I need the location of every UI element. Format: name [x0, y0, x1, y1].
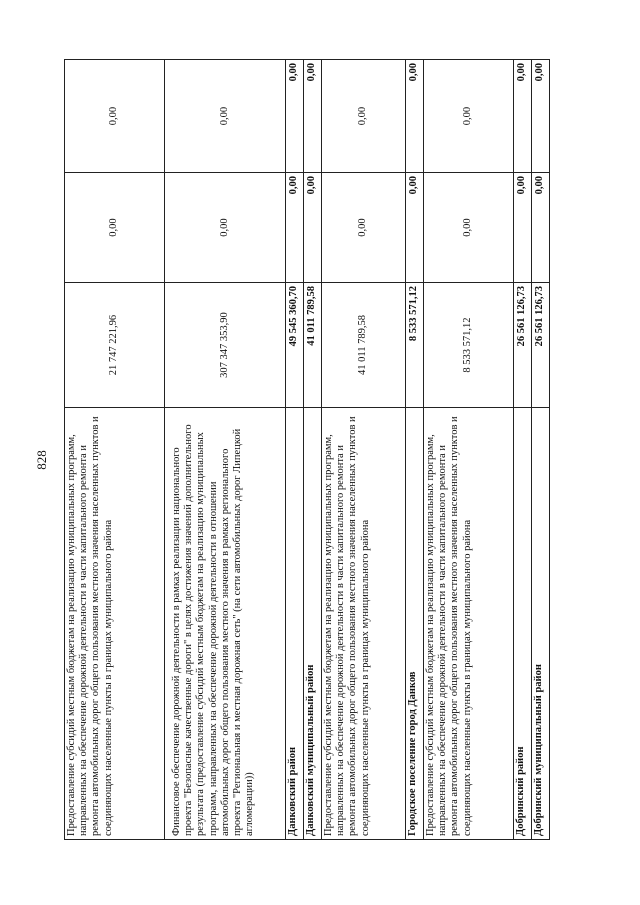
row-name: Финансовое обеспечение дорожной деятельности в рамках реализации национального проекта "Безопасные качественные дороги" в целях достижения значений дополнительного результата (предоставление субсидий местным бюджетам на реализацию муниципальных программ, направленных на обеспечение дорожной деятельности в отношении автомобильных дорог общего пользования местного значения в рамках регионального проекта "Региональная и местная дорожная сеть" (на сети автомобильных дорог Липецкой агломерации))	[165, 408, 286, 840]
row-name: Предоставление субсидий местным бюджетам на реализацию муниципальных программ, направленных на обеспечение дорожной деятельности в части капитального ремонта и ремонта автомобильных дорог общего пользования местного значения населенных пунктов и соединяющих населенные пункты в границах муниципального района	[322, 408, 406, 840]
row-value-1: 26 561 126,73	[532, 283, 550, 408]
row-name: Данковский район	[286, 408, 304, 840]
row-value-3: 0,00	[304, 60, 322, 173]
row-value-3: 0,00	[406, 60, 424, 173]
page-number: 828	[34, 450, 49, 470]
row-value-1: 41 011 789,58	[304, 283, 322, 408]
row-value-3: 0,00	[424, 60, 514, 173]
row-value-2: 0,00	[514, 173, 532, 283]
row-value-1: 8 533 571,12	[406, 283, 424, 408]
row-value-1: 26 561 126,73	[514, 283, 532, 408]
table-row	[406, 60, 424, 840]
row-value-2: 0,00	[322, 173, 406, 283]
row-value-2: 0,00	[286, 173, 304, 283]
table-row	[304, 60, 322, 840]
row-name: Данковский муниципальный район	[304, 408, 322, 840]
table-row	[65, 60, 165, 840]
table-row	[286, 60, 304, 840]
row-value-3: 0,00	[286, 60, 304, 173]
subsidy-table	[64, 59, 550, 840]
row-value-1: 307 347 353,90	[165, 283, 286, 408]
row-name: Предоставление субсидий местным бюджетам на реализацию муниципальных программ, направленных на обеспечение дорожной деятельности в части капитального ремонта и ремонта автомобильных дорог общего пользования местного значения населенных пунктов и соединяющих населенные пункты в границах муниципального района	[65, 408, 165, 840]
row-name: Предоставление субсидий местным бюджетам на реализацию муниципальных программ, направленных на обеспечение дорожной деятельности в части капитального ремонта и ремонта автомобильных дорог общего пользования местного значения населенных пунктов и соединяющих населенные пункты в границах муниципального района	[424, 408, 514, 840]
table-row	[424, 60, 514, 840]
row-value-3: 0,00	[322, 60, 406, 173]
row-name: Добринский район	[514, 408, 532, 840]
row-value-1: 21 747 221,96	[65, 283, 165, 408]
row-value-3: 0,00	[532, 60, 550, 173]
table-row	[165, 60, 286, 840]
table-row	[514, 60, 532, 840]
row-value-2: 0,00	[304, 173, 322, 283]
row-value-2: 0,00	[406, 173, 424, 283]
row-value-1: 8 533 571,12	[424, 283, 514, 408]
row-value-1: 49 545 360,70	[286, 283, 304, 408]
row-value-3: 0,00	[165, 60, 286, 173]
row-name: Городское поселение город Данков	[406, 408, 424, 840]
row-value-3: 0,00	[65, 60, 165, 173]
row-value-1: 41 011 789,58	[322, 283, 406, 408]
row-value-2: 0,00	[424, 173, 514, 283]
row-value-3: 0,00	[514, 60, 532, 173]
rotated-table-wrapper	[64, 60, 560, 840]
row-value-2: 0,00	[165, 173, 286, 283]
row-value-2: 0,00	[65, 173, 165, 283]
row-value-2: 0,00	[532, 173, 550, 283]
table-row	[322, 60, 406, 840]
table-row	[532, 60, 550, 840]
row-name: Добринский муниципальный район	[532, 408, 550, 840]
